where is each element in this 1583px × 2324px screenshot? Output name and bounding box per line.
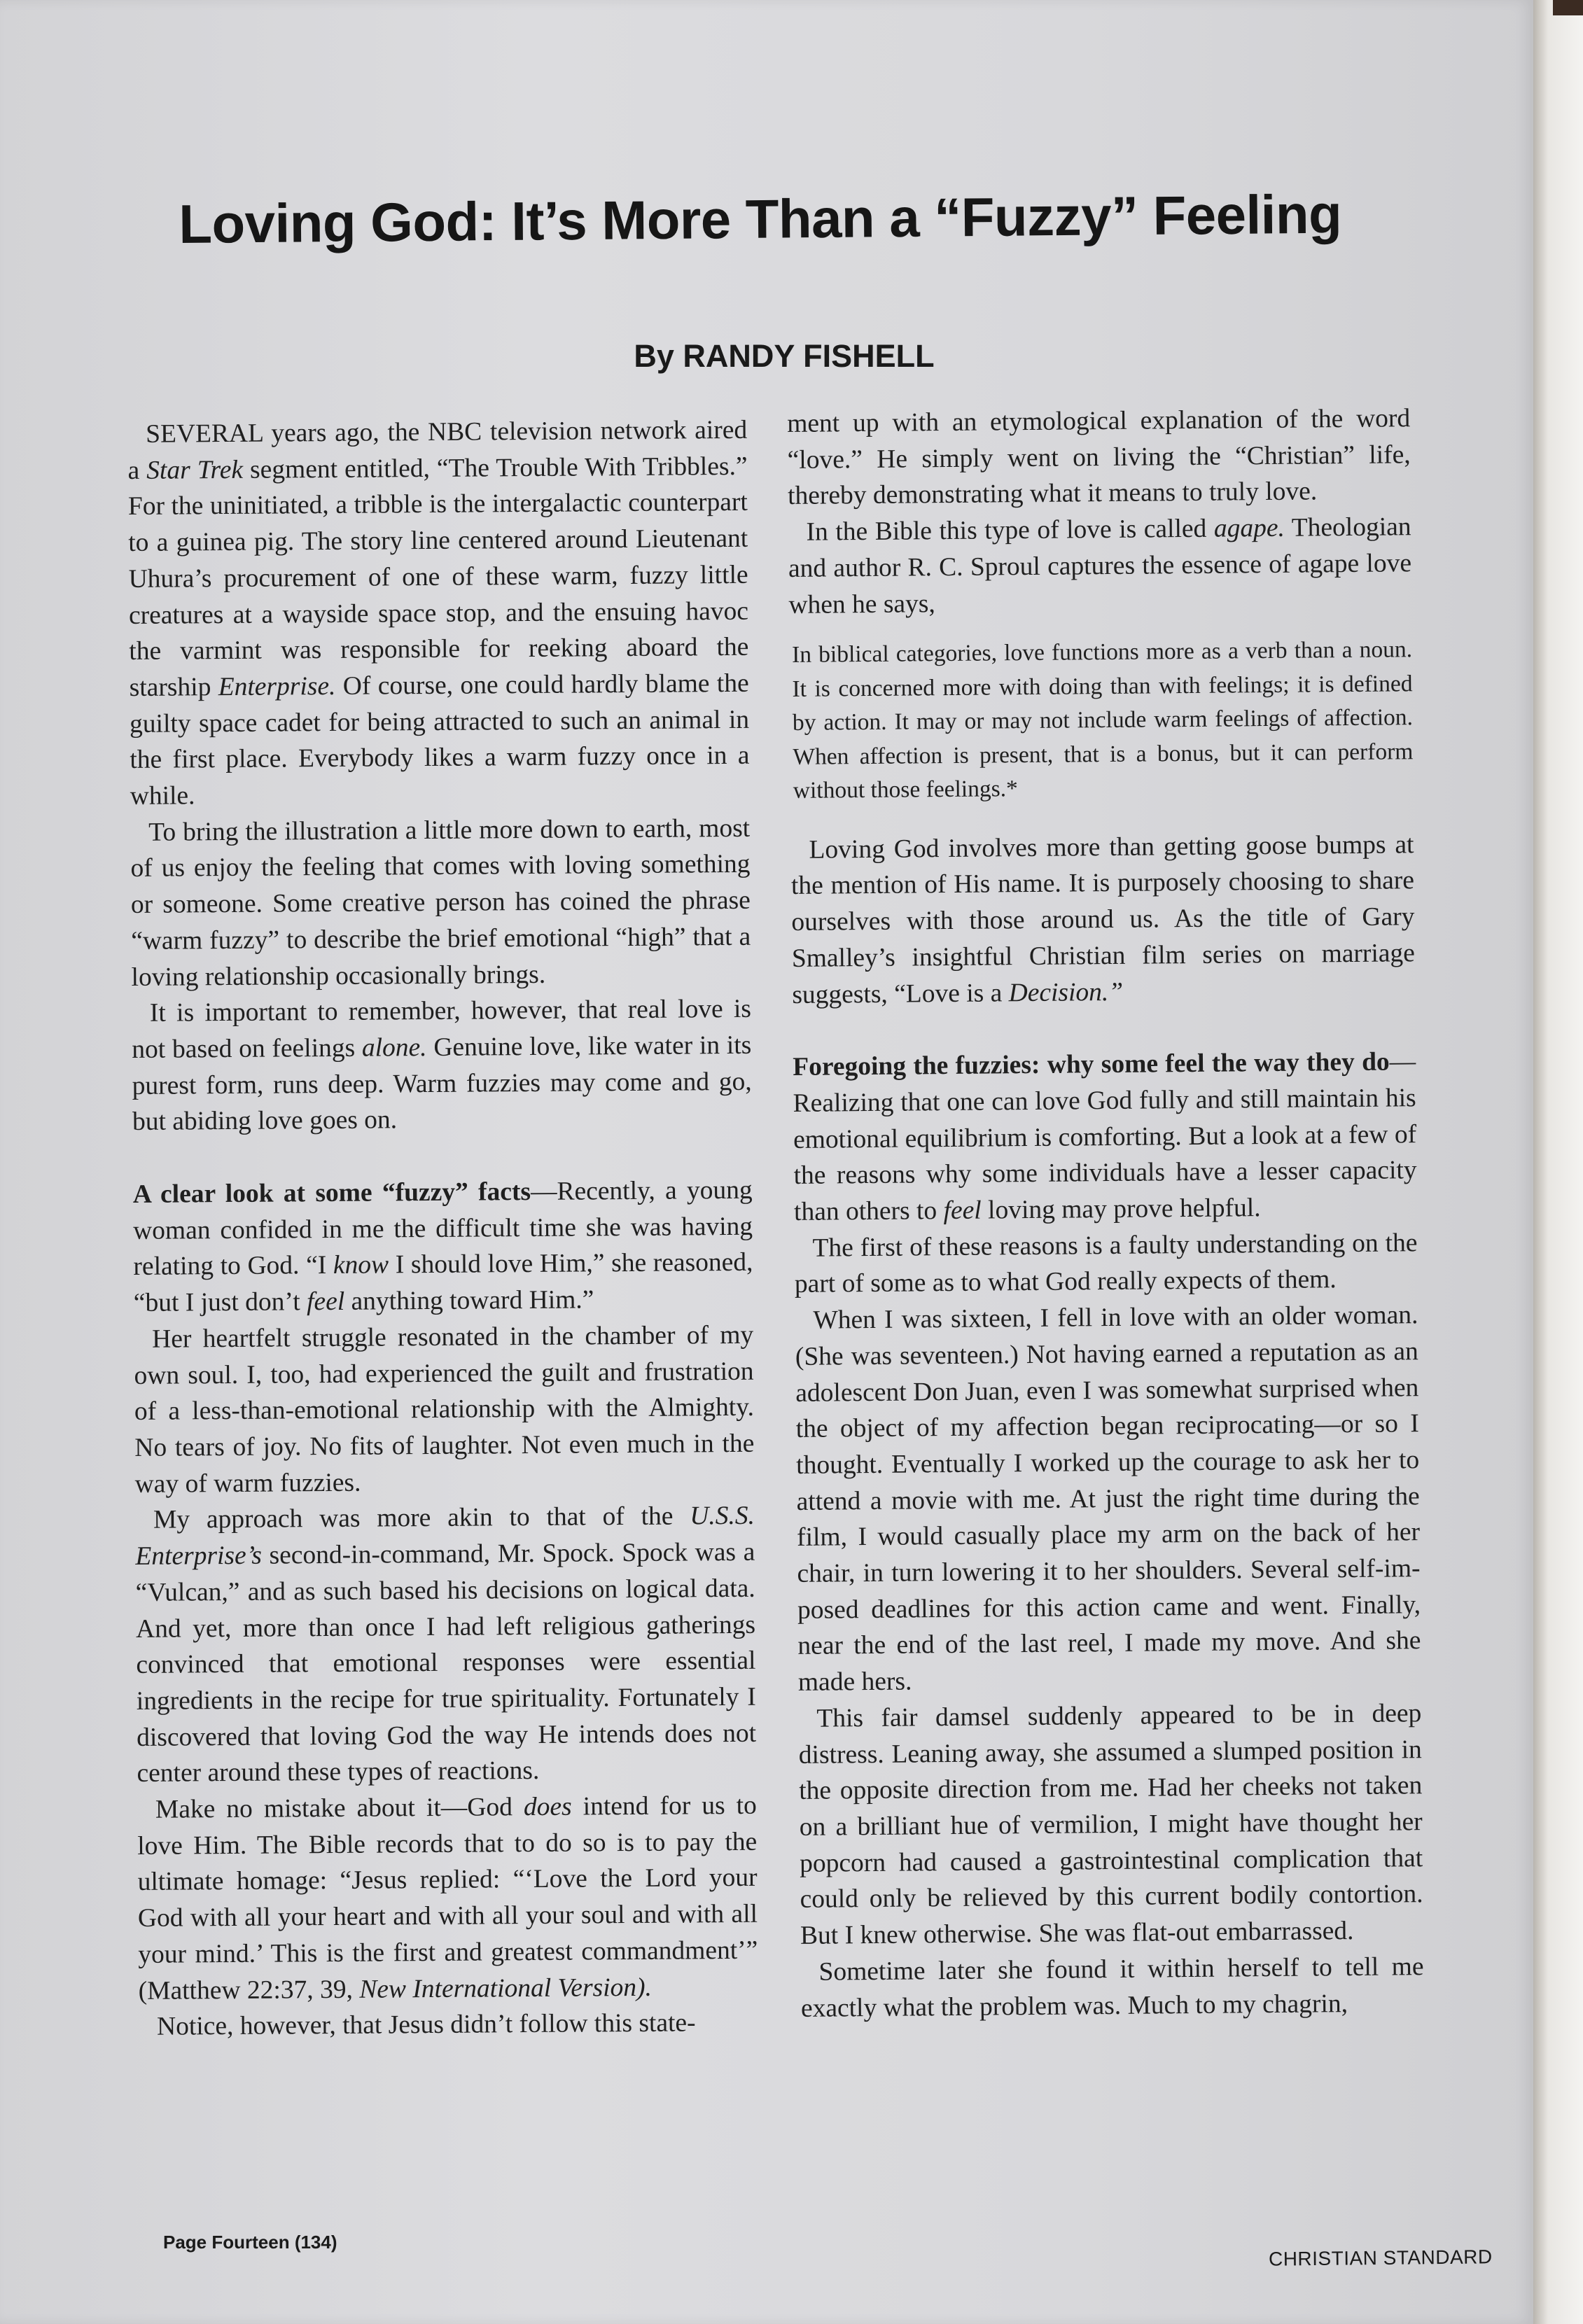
page-edge bbox=[1533, 0, 1583, 2324]
article-title: Loving God: It’s More Than a “Fuzzy” Feeling bbox=[179, 183, 1342, 255]
section-paragraph: A clear look at some “fuzzy” facts—Recently, a young woman confided in me the difficult time she was having relating to God. “I know I should love Him,” she reasoned, “but I just don’t feel anything toward Him.” bbox=[132, 1175, 753, 1318]
paragraph: My approach was more akin to that of the U.S.S. Enterprise’s second-in-command, Mr. Spock. Spock was a “Vulcan,” and as such based his decisions on logical data. And yet, more than once I had left religious gatherings convinced that emotional responses were essential ingredients in the recipe for true spirituality. Fortunately I discovered that loving God the way He intends does not center around these types of reactions. bbox=[135, 1502, 757, 1788]
paragraph: It is important to remember, however, that real love is not based on feelings alone. Genuine love, like water in its purest form, runs deep. Warm fuzzies may come and go, but abiding love goes on. bbox=[132, 995, 752, 1137]
paragraph: Sometime later she found it within herself to tell me exactly what the problem was. Much to my chagrin, bbox=[800, 1952, 1424, 2023]
paragraph: The first of these reasons is a faulty understanding on the part of some as to what God really expects of them. bbox=[794, 1228, 1418, 1299]
paragraph: Loving God involves more than getting goose bumps at the mention of His name. It is purposely choosing to share ourselves with those around us. As the title of Gary Smalley’s insightful Christian film series on marriage suggests, “Love is a Decision.” bbox=[790, 830, 1416, 1009]
paragraph: When I was sixteen, I fell in love with an older woman. (She was seventeen.) Not having earned a reputation as an adolescent Don Juan, even I was somewhat surprised when the object of my affection began reciprocating—or so I thought. Eventually I worked up the courage to ask her to attend a movie with me. At just the right time during the film, I would casually place my arm on the back of her chair, in turn lowering it to her shoulders. Several self-imposed deadlines for this action came and went. Finally, near the end of the last reel, I made my move. And she made hers. bbox=[795, 1301, 1421, 1698]
article-column-left bbox=[127, 412, 758, 2045]
paragraph: In the Bible this type of love is called agape. Theologian and author R. C. Sproul captures the essence of agape love when he says, bbox=[788, 512, 1412, 620]
section-lead: A clear look at some “fuzzy” facts bbox=[132, 1177, 531, 1210]
section-paragraph: Foregoing the fuzzies: why some feel the way they do—Realizing that one can love God fully and still maintain his emotional equilibrium is comforting. But a look at a few of the reasons why some individuals have a lesser capacity than others to feel loving may prove helpful. bbox=[793, 1047, 1417, 1227]
page-number: Page Fourteen (134) bbox=[163, 2232, 337, 2253]
magazine-name: CHRISTIAN STANDARD bbox=[1268, 2246, 1493, 2270]
section-lead: Foregoing the fuzzies: why some feel the way they do bbox=[793, 1047, 1390, 1082]
article-byline: By RANDY FISHELL bbox=[634, 338, 935, 374]
paragraph: SEVERAL years ago, the NBC television network aired a Star Trek segment entitled, “The Trouble With Tribbles.” For the uninitiated, a tribble is the intergalactic counterpart to a guinea pig. The story line centered around Lieutenant Uhura’s procurement of one of these warm, fuzzy little creatures at a wayside space stop, and the ensuing havoc the varmint was responsible for reeking aboard the starship Enterprise. Of course, one could hardly blame the guilty space cadet for being attracted to such an animal in the first place. Everybody likes a warm fuzzy once in a while. bbox=[127, 415, 750, 811]
block-quote: In biblical categories, love functions more as a verb than a noun. It is concerned more with doing than with feelings; it is defined by action. It may or may not include warm feelings of affection. When affection is present, that is a bonus, but it can perform without those feelings.* bbox=[791, 636, 1414, 804]
paragraph: Make no mistake about it—God does intend for us to love Him. The Bible records that to do so is to pay the ultimate homage: “Jesus replied: “‘Love the Lord your God with all your heart and with all your soul and with all your mind.’ This is the first and greatest commandment’” (Matthew 22:37, 39, New International Version). bbox=[137, 1791, 758, 2005]
paragraph: Notice, however, that Jesus didn’t follow this state- bbox=[156, 2008, 696, 2041]
paragraph: To bring the illustration a little more down to earth, most of us enjoy the feeling that comes with loving something or someone. Some creative person has coined the phrase “warm fuzzy” to describe the brief emotional “high” that a loving relationship occasionally brings. bbox=[130, 813, 751, 992]
paragraph: This fair damsel suddenly appeared to be in deep distress. Leaning away, she assumed a slumped position in the opposite direction from me. Had her cheeks not taken on a brilliant hue of vermilion, I might have thought her popcorn had caused a gastrointestinal complication that could only be relieved by this current bodily contortion. But I knew otherwise. She was flat-out embarrassed. bbox=[798, 1699, 1423, 1951]
page-corner-shadow bbox=[1553, 0, 1583, 15]
paragraph: ment up with an etymological explanation of the word “love.” He simply went on living the “Christian” life, thereby demonstrating what it means to truly love. bbox=[787, 404, 1411, 511]
article-column-right bbox=[787, 400, 1424, 2026]
paragraph: Her heartfelt struggle resonated in the chamber of my own soul. I, too, had experienced the guilt and frustration of a less-than-emotional relationship with the Almighty. No tears of joy. No fits of laughter. Not even much in the way of warm fuzzies. bbox=[134, 1320, 755, 1499]
